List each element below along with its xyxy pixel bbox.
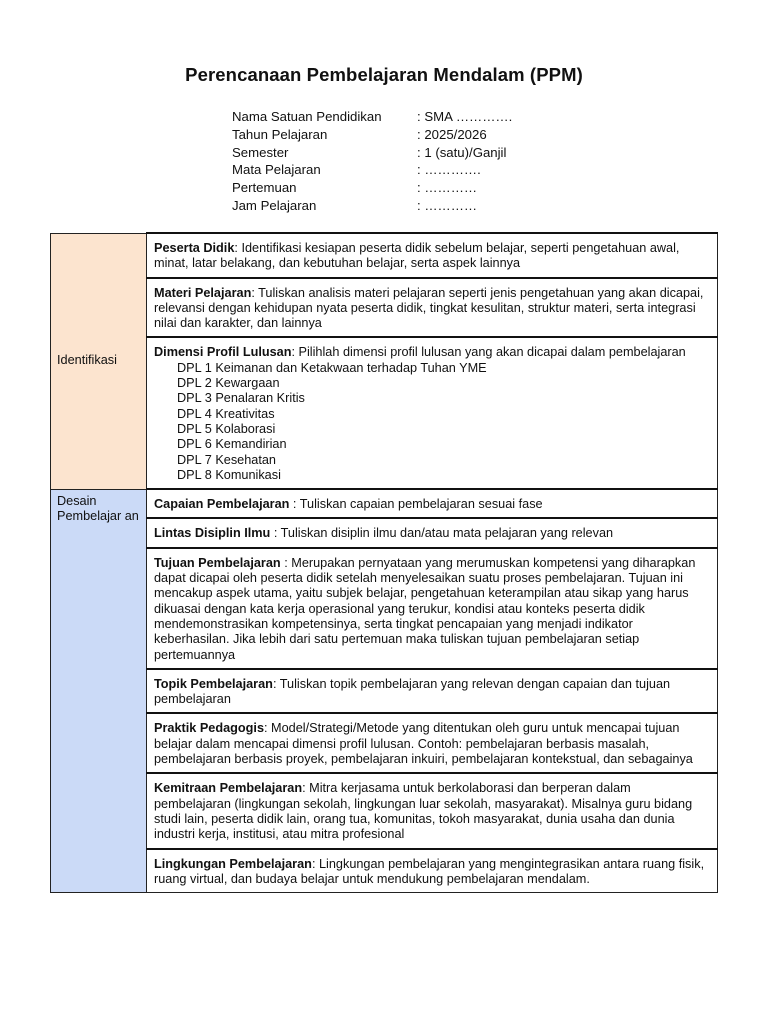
meta-row-tahun xyxy=(232,126,512,144)
row-label: Lintas Disiplin Ilmu xyxy=(154,526,271,541)
row-dimensi-profil xyxy=(147,337,718,489)
meta-value: : 2025/2026 xyxy=(417,126,487,142)
section-identifikasi: Identifikasi xyxy=(51,233,147,489)
row-text: : Tuliskan topik pembelajaran yang relevan dengan capaian dan tujuan pembelajaran xyxy=(154,676,671,707)
row-text: : Tuliskan disiplin ilmu dan/atau mata pelajaran yang relevan xyxy=(270,526,614,541)
meta-key: Tahun Pelajaran xyxy=(232,126,328,142)
dpl-list xyxy=(154,361,709,483)
row-label: Capaian Pembelajaran xyxy=(154,497,290,512)
row-label: Materi Pelajaran xyxy=(154,285,252,300)
row-text: : Mitra kerjasama untuk berkolaborasi dan berperan dalam pembelajaran (lingkungan sekolah, lingkungan luar sekolah, masyarakat). Misalnya guru bidang studi lain, peserta didik lain, orang tua, komunitas, tokoh masyarakat, dunia usaha dan dunia industri kerja, institusi, atau mitra profesional xyxy=(154,781,693,842)
plan-table xyxy=(50,232,718,893)
meta-value: : …………. xyxy=(417,162,481,178)
meta-value: : ………… xyxy=(417,180,478,196)
row-materi-pelajaran xyxy=(147,278,718,338)
row-label: Lingkungan Pembelajaran xyxy=(154,856,312,871)
meta-value: : ………… xyxy=(417,197,478,213)
meta-row-mapel xyxy=(232,161,512,179)
row-label: Peserta Didik xyxy=(154,241,235,255)
section-desain: Desain Pembelajar an xyxy=(51,489,147,892)
row-kemitraan xyxy=(147,773,718,848)
meta-row-jam xyxy=(232,197,512,215)
meta-key: Jam Pelajaran xyxy=(232,197,317,213)
meta-row-satuan xyxy=(232,108,512,126)
row-text: : Tuliskan capaian pembelajaran sesuai fase xyxy=(289,497,543,512)
dpl-item: DPL 4 Kreativitas xyxy=(177,406,275,421)
row-lintas-disiplin xyxy=(147,518,718,547)
row-text: : Merupakan pernyataan yang merumuskan kompetensi yang diharapkan dapat dicapai oleh peserta didik setelah menyelesaikan suatu proses pembelajaran. Tujuan ini mencakup aspek utama, yaitu subjek belajar, pengetahuan keterampilan atau sikap yang harus dikuasai dengan kata kerja operasional yang terukur, kondisi atau konteks peserta didik mendemonstrasikan kompetensinya, serta tingkat pencapaian yang menjadi indikator keberhasilan. Jika lebih dari satu pertemuan maka tuliskan tujuan pembelajaran setiap pertemuannya xyxy=(154,555,696,662)
dpl-item: DPL 7 Kesehatan xyxy=(177,452,276,467)
row-label: Dimensi Profil Lulusan xyxy=(154,345,292,360)
dpl-item: DPL 6 Kemandirian xyxy=(177,437,287,452)
row-text: : Pilihlah dimensi profil lulusan yang akan dicapai dalam pembelajaran xyxy=(291,345,686,360)
row-label: Tujuan Pembelajaran xyxy=(154,555,281,570)
row-text: : Lingkungan pembelajaran yang mengintegrasikan antara ruang fisik, ruang virtual, dan budaya belajar untuk mendukung pembelajaran mendalam. xyxy=(154,856,705,886)
row-lingkungan xyxy=(147,849,718,893)
row-capaian xyxy=(147,489,718,518)
document-meta xyxy=(232,108,512,215)
row-peserta-didik xyxy=(147,233,718,278)
row-label: Kemitraan Pembelajaran xyxy=(154,781,303,796)
row-label: Topik Pembelajaran xyxy=(154,676,273,691)
row-tujuan xyxy=(147,548,718,669)
row-praktik xyxy=(147,713,718,773)
meta-key: Semester xyxy=(232,144,289,160)
meta-value: : SMA …………. xyxy=(417,109,513,124)
row-text: : Model/Strategi/Metode yang ditentukan oleh guru untuk mencapai tujuan belajar dalam mencapai dimensi profil lulusan. Contoh: pembelajaran berbasis masalah, pembelajaran berbasis proyek, pembelajaran inkuiri, pembelajaran kontekstual, dan sebagainya xyxy=(154,721,693,767)
row-text: : Identifikasi kesiapan peserta didik sebelum belajar, seperti pengetahuan awal, minat, latar belakang, dan kebutuhan belajar, serta aspek lainnya xyxy=(154,241,680,271)
row-text: : Tuliskan analisis materi pelajaran seperti jenis pengetahuan yang akan dicapai, relevansi dengan kehidupan nyata peserta didik, tingkat kesulitan, struktur materi, serta integrasi nilai dan karakter, dan lainnya xyxy=(154,285,704,331)
dpl-item: DPL 5 Kolaborasi xyxy=(177,421,276,436)
meta-key: Mata Pelajaran xyxy=(232,162,321,178)
meta-key: Nama Satuan Pendidikan xyxy=(232,109,382,124)
dpl-item: DPL 8 Komunikasi xyxy=(177,467,281,482)
page-title: Perencanaan Pembelajaran Mendalam (PPM) xyxy=(185,64,583,85)
dpl-item: DPL 3 Penalaran Kritis xyxy=(177,391,305,406)
meta-value: : 1 (satu)/Ganjil xyxy=(417,144,507,160)
meta-row-pertemuan xyxy=(232,179,512,197)
row-topik xyxy=(147,669,718,714)
row-label: Praktik Pedagogis xyxy=(154,721,264,736)
dpl-item: DPL 2 Kewargaan xyxy=(177,376,280,391)
meta-row-semester xyxy=(232,144,512,162)
meta-key: Pertemuan xyxy=(232,180,297,196)
dpl-item: DPL 1 Keimanan dan Ketakwaan terhadap Tuhan YME xyxy=(177,360,487,375)
